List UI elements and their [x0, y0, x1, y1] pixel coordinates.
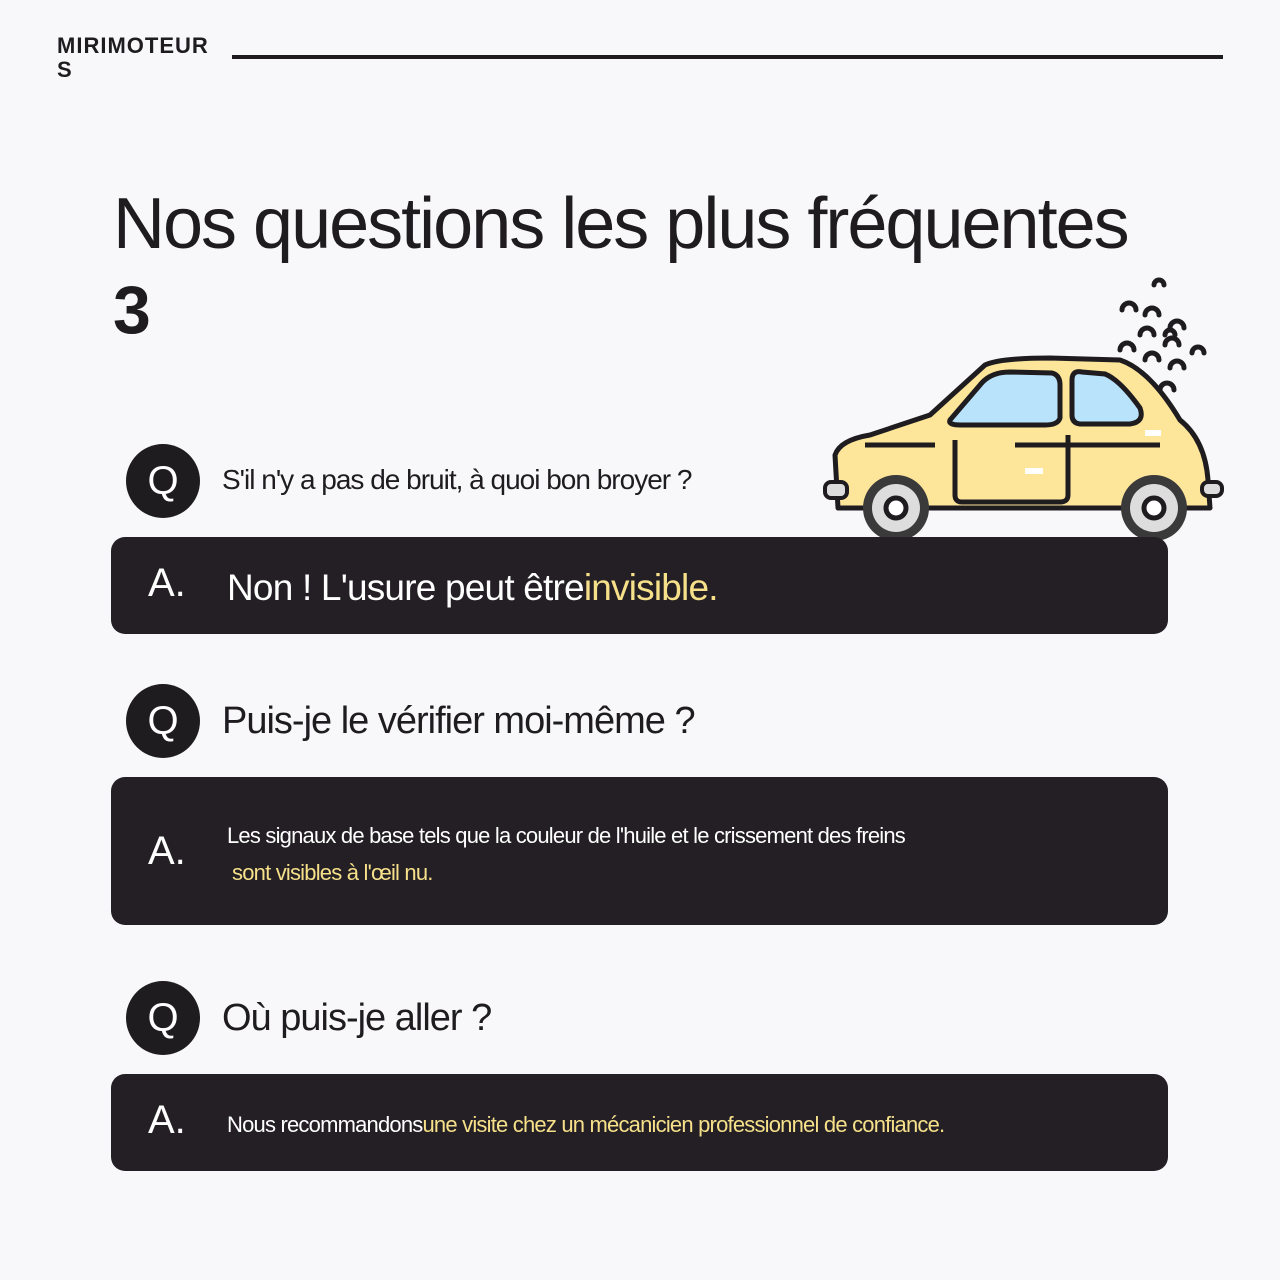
answer-box — [111, 537, 1168, 634]
answer-text: Nous recommandons — [227, 1112, 423, 1137]
answer-highlight: invisible. — [583, 567, 718, 608]
answer-box — [111, 777, 1168, 925]
answer-text: Les signaux de base tels que la couleur de l'huile et le crissement des freins — [227, 823, 906, 848]
answer-icon: A. — [148, 1098, 186, 1142]
answer-highlight: sont visibles à l'œil nu. — [232, 860, 433, 885]
question-text: Où puis-je aller ? — [222, 997, 492, 1039]
question-icon: Q — [126, 684, 200, 758]
page-number: 3 — [113, 272, 151, 348]
page-title: Nos questions les plus fréquentes — [113, 184, 1128, 264]
question-text: Puis-je le vérifier moi-même ? — [222, 700, 695, 742]
answer-text: Non ! L'usure peut être — [227, 567, 584, 608]
answer-icon: A. — [148, 829, 186, 873]
question-icon: Q — [126, 981, 200, 1055]
question-text: S'il n'y a pas de bruit, à quoi bon broyer ? — [222, 464, 692, 495]
car-illustration — [820, 240, 1230, 545]
answer-icon: A. — [148, 561, 186, 605]
wheel-icon — [863, 475, 929, 541]
brand-logo: MIRIMOTEURS — [57, 33, 209, 82]
answer-box — [111, 1074, 1168, 1171]
answer-highlight: une visite chez un mécanicien professionnel de confiance. — [422, 1112, 945, 1137]
header-divider — [232, 55, 1223, 59]
question-icon: Q — [126, 444, 200, 518]
wheel-icon — [1121, 475, 1187, 541]
